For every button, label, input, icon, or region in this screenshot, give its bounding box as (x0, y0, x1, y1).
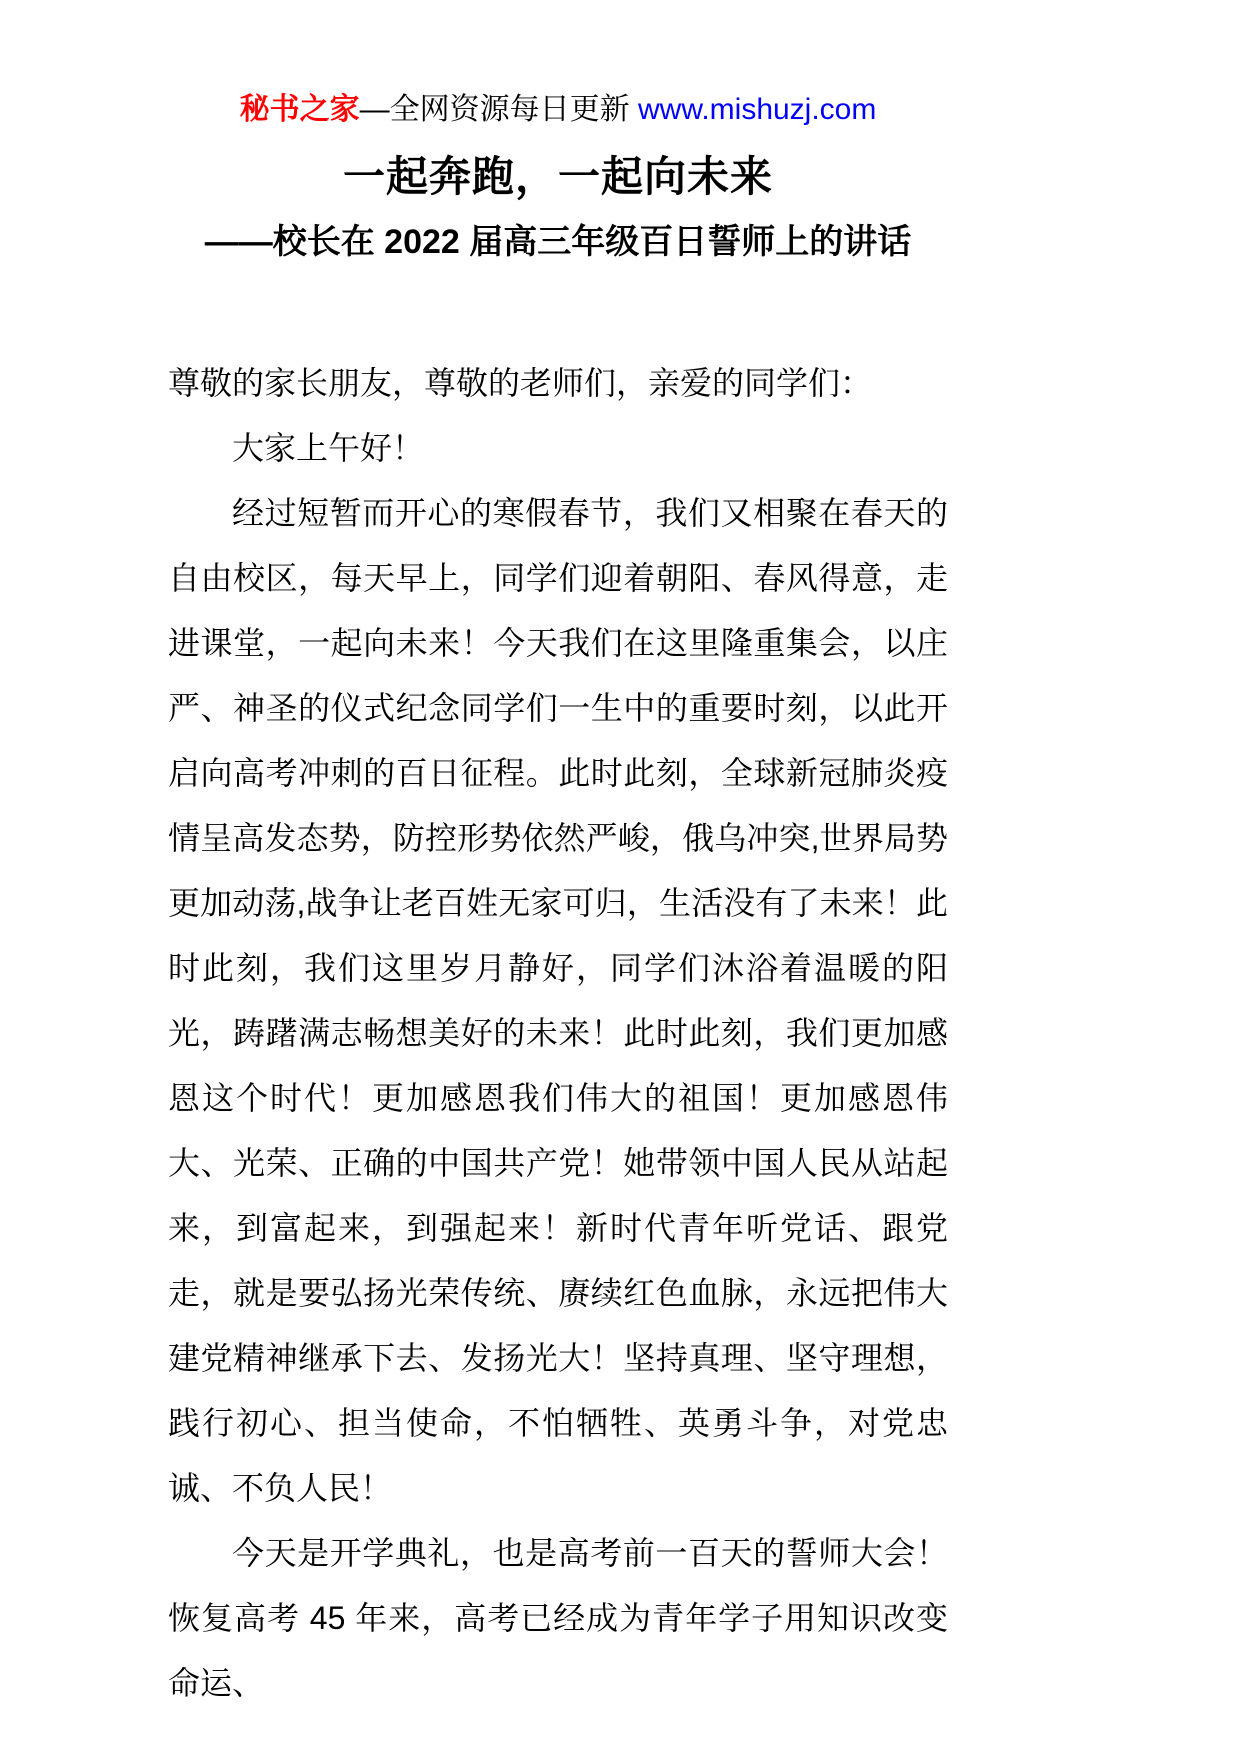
document-subtitle: ——校长在 2022 届高三年级百日誓师上的讲话 (204, 223, 912, 261)
body-paragraph-main: 经过短暂而开心的寒假春节，我们又相聚在春天的自由校区，每天早上，同学们迎着朝阳、春风得意，走进课堂，一起向未来！今天我们在这里隆重集会，以庄严、神圣的仪式纪念同学们一生中的重要时刻，以此开启向高考冲刺的百日征程。此时此刻，全球新冠肺炎疫情呈高发态势，防控形势依然严峻，俄乌冲突,世界局势更加动荡,战争让老百姓无家可归，生活没有了未来！此时此刻，我们这里岁月静好，同学们沐浴着温暖的阳光，踌躇满志畅想美好的未来！此时此刻，我们更加感恩这个时代！更加感恩我们伟大的祖国！更加感恩伟大、光荣、正确的中国共产党！她带领中国人民从站起来，到富起来，到强起来！新时代青年听党话、跟党走，就是要弘扬光荣传统、赓续红色血脉，永远把伟大建党精神继承下去、发扬光大！坚持真理、坚守理想，践行初心、担当使命，不怕牺牲、英勇斗争，对党忠诚、不负人民！ (168, 495, 948, 1506)
body-paragraph-closing: 今天是开学典礼，也是高考前一百天的誓师大会！恢复高考 45 年来，高考已经成为青年学子用知识改变命运、 (168, 1535, 948, 1701)
greeting-paragraph: 大家上午好！ (232, 430, 425, 466)
salutation-paragraph: 尊敬的家长朋友，尊敬的老师们，亲爱的同学们： (168, 365, 873, 401)
site-brand: 秘书之家 (239, 93, 360, 126)
site-header (168, 90, 948, 130)
site-tagline: —全网资源每日更新 (359, 93, 638, 126)
document-title: 一起奔跑，一起向未来 (342, 153, 773, 200)
site-url-link[interactable]: www.mishuzj.com (637, 93, 877, 126)
document-content (168, 0, 948, 1716)
document-body (168, 351, 948, 1716)
